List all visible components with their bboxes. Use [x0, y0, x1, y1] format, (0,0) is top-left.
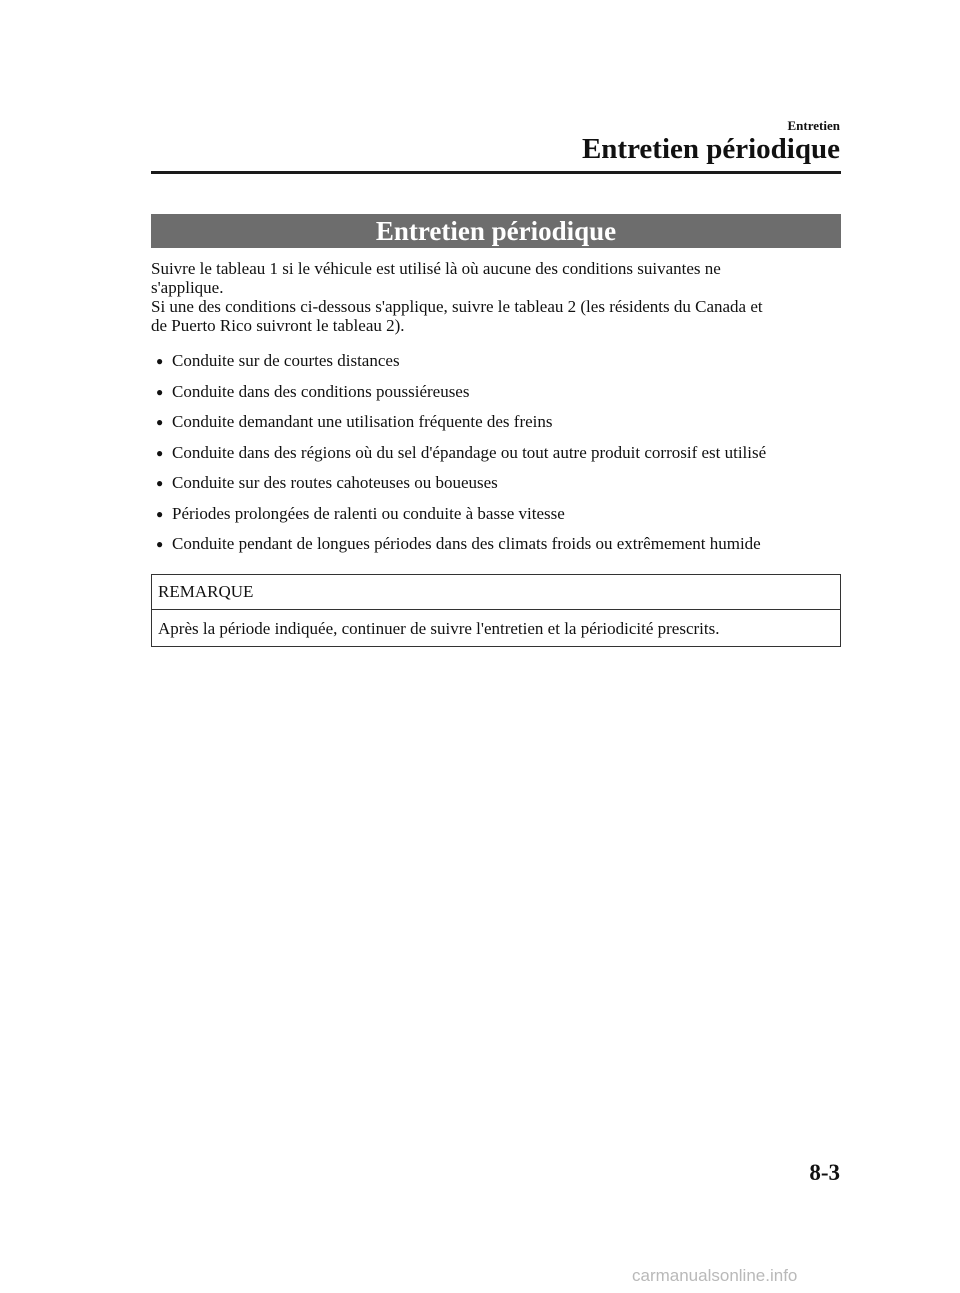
intro-line: de Puerto Rico suivront le tableau 2). — [151, 316, 405, 335]
bullet-icon: ● — [156, 445, 164, 460]
intro-paragraph — [151, 259, 841, 335]
list-item — [156, 381, 846, 412]
watermark: carmanualsonline.info — [632, 1266, 798, 1285]
list-item-text: Conduite dans des conditions poussiéreuses — [172, 381, 470, 401]
running-header-section: Entretien — [787, 118, 840, 133]
list-item-text: Conduite pendant de longues périodes dans des climats froids ou extrêmement humide — [172, 534, 761, 553]
section-title-banner: Entretien périodique — [151, 214, 841, 248]
page-number: 8-3 — [809, 1160, 840, 1185]
list-item — [156, 442, 846, 473]
note-label: REMARQUE — [152, 575, 840, 610]
bullet-icon: ● — [156, 354, 164, 368]
list-item — [156, 350, 846, 381]
note-box — [151, 574, 841, 647]
list-item-text: Conduite sur de courtes distances — [172, 351, 400, 370]
header-divider — [151, 171, 841, 174]
intro-line: s'applique. — [151, 278, 224, 297]
intro-line: Suivre le tableau 1 si le véhicule est utilisé là où aucune des conditions suivantes ne — [151, 259, 721, 278]
list-item — [156, 533, 846, 564]
intro-line: Si une des conditions ci-dessous s'applique, suivre le tableau 2 (les résidents du Canada et — [151, 297, 763, 316]
bullet-icon: ● — [156, 384, 164, 399]
list-item-text: Conduite dans des régions où du sel d'épandage ou tout autre produit corrosif est utilisé — [172, 442, 767, 462]
note-text: Après la période indiquée, continuer de suivre l'entretien et la périodicité prescrits. — [158, 619, 720, 638]
list-item — [156, 411, 846, 442]
bullet-icon: ● — [156, 476, 164, 490]
conditions-list — [156, 350, 846, 564]
list-item-text: Conduite sur des routes cahoteuses ou boueuses — [172, 473, 498, 492]
running-header-title: Entretien périodique — [581, 133, 840, 165]
bullet-icon: ● — [156, 537, 164, 551]
list-item-text: Périodes prolongées de ralenti ou conduite à basse vitesse — [172, 503, 565, 523]
list-item — [156, 503, 846, 534]
bullet-icon: ● — [156, 506, 164, 521]
bullet-icon: ● — [156, 415, 164, 429]
list-item-text: Conduite demandant une utilisation fréquente des freins — [172, 412, 553, 431]
list-item — [156, 472, 846, 503]
